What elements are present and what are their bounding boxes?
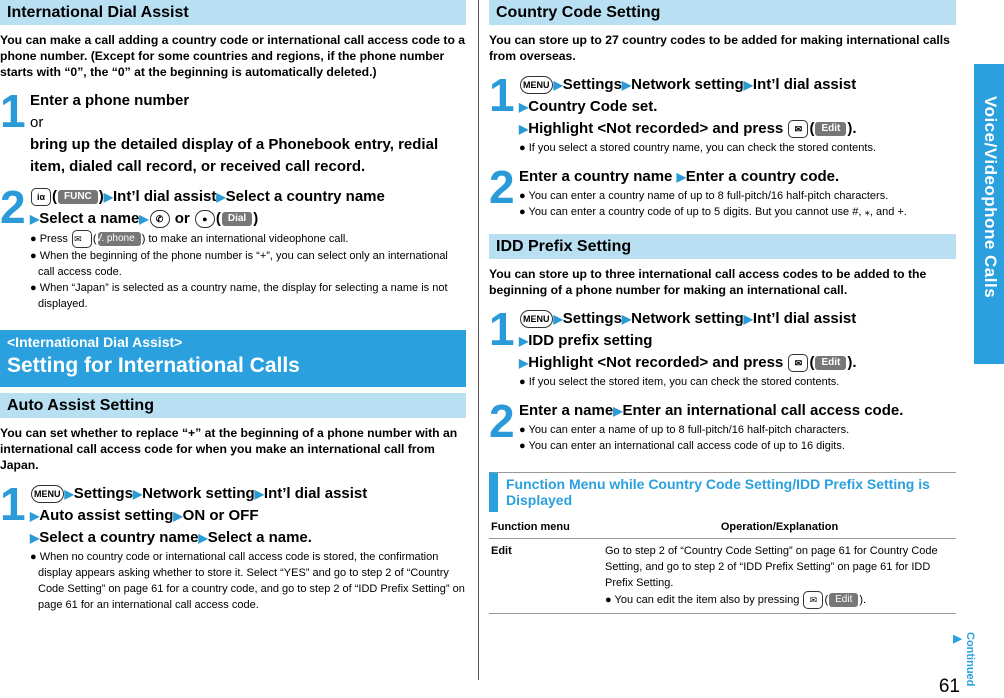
step-text: Select a name — [39, 210, 140, 227]
arrow-icon: ▶ — [132, 487, 143, 501]
arrow-icon: ▶ — [64, 487, 74, 501]
bullet-item: ● If you select a stored country name, you can check the stored contents. — [519, 142, 877, 154]
arrow-icon: ▶ — [621, 78, 632, 92]
step-or: or — [174, 210, 190, 227]
arrow-icon: ▶ — [30, 212, 40, 226]
auto-assist-header: Auto Assist Setting — [0, 393, 466, 418]
step-number: 1 — [489, 69, 515, 121]
banner-title: Setting for International Calls — [7, 354, 300, 377]
menu-key-icon: MENU — [520, 310, 553, 328]
bullet-item: ● When no country code or international call access code is stored, the confirmation display appears asking whether to store it. Select “YES” and go to step 2 of “Country Code Setting” on page 61 for a country code, and go to step 2 of “IDD Prefix Setting” on page 61 for an international call access code. — [30, 551, 465, 611]
arrow-icon: ▶ — [951, 632, 963, 645]
arrow-icon: ▶ — [139, 212, 149, 226]
section-side-label: Voice/Videophone Calls — [981, 96, 1000, 299]
auto-assist-intro: You can set whether to replace “+” at the beginning of a phone number with an international call access code for when you make an international call from Japan. — [0, 426, 458, 472]
bullet-item: ● When the beginning of the phone number is “+”, you can select only an international call access code. — [30, 250, 448, 278]
table-cell-text: Go to step 2 of “Country Code Setting” on page 61 for Country Code Setting, and go to step 2 of “IDD Prefix Setting” on page 61 for IDD Prefix Setting. ● You can edit the item also by pressing ✉ ( Edit ). — [603, 539, 956, 614]
arrow-icon: ▶ — [613, 404, 623, 418]
step-text: MENU ▶Settings▶Network setting▶Int’l dial assist — [30, 483, 466, 505]
intl-step-1 — [0, 85, 466, 178]
table-cell-key: Edit — [489, 539, 603, 614]
table-header-operation: Operation/Explanation — [603, 516, 956, 539]
mail-key-icon: ✉ — [788, 354, 808, 372]
step-text: ▶Auto assist setting▶ON or OFF — [30, 507, 259, 524]
arrow-icon: ▶ — [519, 334, 529, 348]
call-key-icon: ✆ — [150, 210, 170, 228]
step-text: ▶Select a country name▶Select a name. — [30, 529, 312, 546]
step-text: iα ( FUNC )▶Int’l dial assist▶Select a country name — [30, 186, 466, 208]
arrow-icon: ▶ — [198, 531, 208, 545]
intl-dial-assist-header: International Dial Assist — [0, 0, 466, 25]
step-text: Int’l dial assist — [113, 188, 217, 205]
step-number: 1 — [0, 478, 26, 530]
arrow-icon: ▶ — [519, 100, 529, 114]
idd-prefix-intro: You can store up to three international call access codes to be added to the beginning of a phone number for making an international call. — [489, 267, 927, 297]
arrow-icon: ▶ — [553, 312, 563, 326]
step-text: ▶IDD prefix setting — [519, 332, 653, 349]
mail-key-icon: ✉ — [72, 230, 92, 248]
arrow-icon: ▶ — [519, 122, 529, 136]
step-text: ▶Country Code set. — [519, 98, 658, 115]
step-or: or — [30, 114, 44, 131]
table-row — [489, 539, 956, 614]
arrow-icon: ▶ — [743, 78, 753, 92]
page-number: 61 — [938, 676, 960, 697]
mail-key-icon: ✉ — [803, 591, 823, 609]
arrow-icon: ▶ — [553, 78, 563, 92]
arrow-icon: ▶ — [254, 487, 264, 501]
edit-softkey: Edit — [815, 356, 846, 370]
banner-subtitle: <International Dial Assist> — [7, 334, 183, 350]
edit-softkey: Edit — [829, 593, 858, 607]
step-number: 1 — [0, 85, 26, 137]
edit-softkey: Edit — [815, 122, 846, 136]
step-text: Select a country name — [225, 188, 385, 205]
arrow-icon: ▶ — [676, 170, 686, 184]
table-header-menu: Function menu — [489, 516, 603, 539]
center-key-icon: ● — [195, 210, 215, 228]
i-appli-key-icon: iα — [31, 188, 51, 206]
arrow-icon: ▶ — [743, 312, 753, 326]
bullet-item: ● You can enter a country name of up to 8 full-pitch/16 half-pitch characters. — [519, 190, 889, 202]
step-text: Enter a name▶Enter an international call access code. — [519, 402, 904, 419]
dial-softkey: Dial — [222, 212, 252, 226]
country-code-intro: You can store up to 27 country codes to be added for making international calls from overseas. — [489, 33, 950, 63]
column-divider — [478, 0, 479, 680]
mail-key-icon: ✉ — [788, 120, 808, 138]
intl-step-2 — [0, 181, 466, 312]
func-softkey: FUNC — [58, 190, 98, 204]
setting-intl-calls-banner — [0, 330, 466, 387]
idd-step-1 — [489, 303, 956, 390]
country-code-header: Country Code Setting — [489, 0, 956, 25]
step-text: ▶Select a name▶ ✆ or ● ( Dial ) — [30, 210, 259, 227]
step-text: ▶Highlight <Not recorded> and press ✉ ( Edit ). — [519, 120, 857, 137]
arrow-icon: ▶ — [621, 312, 632, 326]
step-text: Enter a country name ▶Enter a country code. — [519, 168, 840, 185]
arrow-icon: ▶ — [173, 509, 183, 523]
cc-step-1 — [489, 69, 956, 156]
step-text: ▶Highlight <Not recorded> and press ✉ ( Edit ). — [519, 354, 857, 371]
arrow-icon: ▶ — [519, 356, 529, 370]
step-number: 2 — [489, 395, 515, 447]
arrow-icon: ▶ — [30, 531, 40, 545]
vphone-softkey: V. phone — [98, 232, 141, 246]
arrow-icon: ▶ — [30, 509, 40, 523]
bullet-item: ● When “Japan” is selected as a country name, the display for selecting a name is not displayed. — [30, 282, 448, 310]
idd-step-2 — [489, 395, 956, 454]
function-menu-table — [489, 516, 956, 614]
bullet-item: ● If you select the stored item, you can check the stored contents. — [519, 376, 840, 388]
cc-step-2 — [489, 161, 956, 220]
function-menu-title: Function Menu while Country Code Setting/IDD Prefix Setting is Displayed — [489, 472, 956, 512]
intl-dial-assist-intro: You can make a call adding a country code or international call access code to a phone number. (Except for some countries and regions, if the phone number starts with “0”, the “0” at the beginning is automatically deleted.) — [0, 33, 466, 79]
arrow-icon: ▶ — [216, 190, 226, 204]
step-text: MENU ▶Settings▶Network setting▶Int’l dial assist — [519, 74, 956, 96]
right-column — [489, 0, 956, 614]
bullet-item: ● You can enter a country code of up to 5 digits. But you cannot use #, ⁎, and +. — [519, 206, 907, 218]
step-text: MENU ▶Settings▶Network setting▶Int’l dial assist — [519, 308, 956, 330]
idd-prefix-header: IDD Prefix Setting — [489, 234, 956, 259]
auto-step-1 — [0, 478, 466, 613]
bullet-item: ● You can enter a name of up to 8 full-pitch/16 half-pitch characters. — [519, 424, 850, 436]
step-number: 2 — [489, 161, 515, 213]
step-number: 1 — [489, 303, 515, 355]
left-column — [0, 0, 466, 613]
bullet-item: ● Press ✉ (V. phone ) to make an international videophone call. — [30, 230, 466, 248]
arrow-icon: ▶ — [103, 190, 114, 204]
bullet-item: ● You can enter an international call access code of up to 16 digits. — [519, 440, 845, 452]
menu-key-icon: MENU — [31, 485, 64, 503]
continued-label: Continued ▶ — [951, 632, 976, 687]
step-text: Enter a phone number — [30, 92, 190, 109]
step-number: 2 — [0, 181, 26, 233]
menu-key-icon: MENU — [520, 76, 553, 94]
step-text: bring up the detailed display of a Phonebook entry, redial item, dialed call record, or received call record. — [30, 136, 439, 175]
